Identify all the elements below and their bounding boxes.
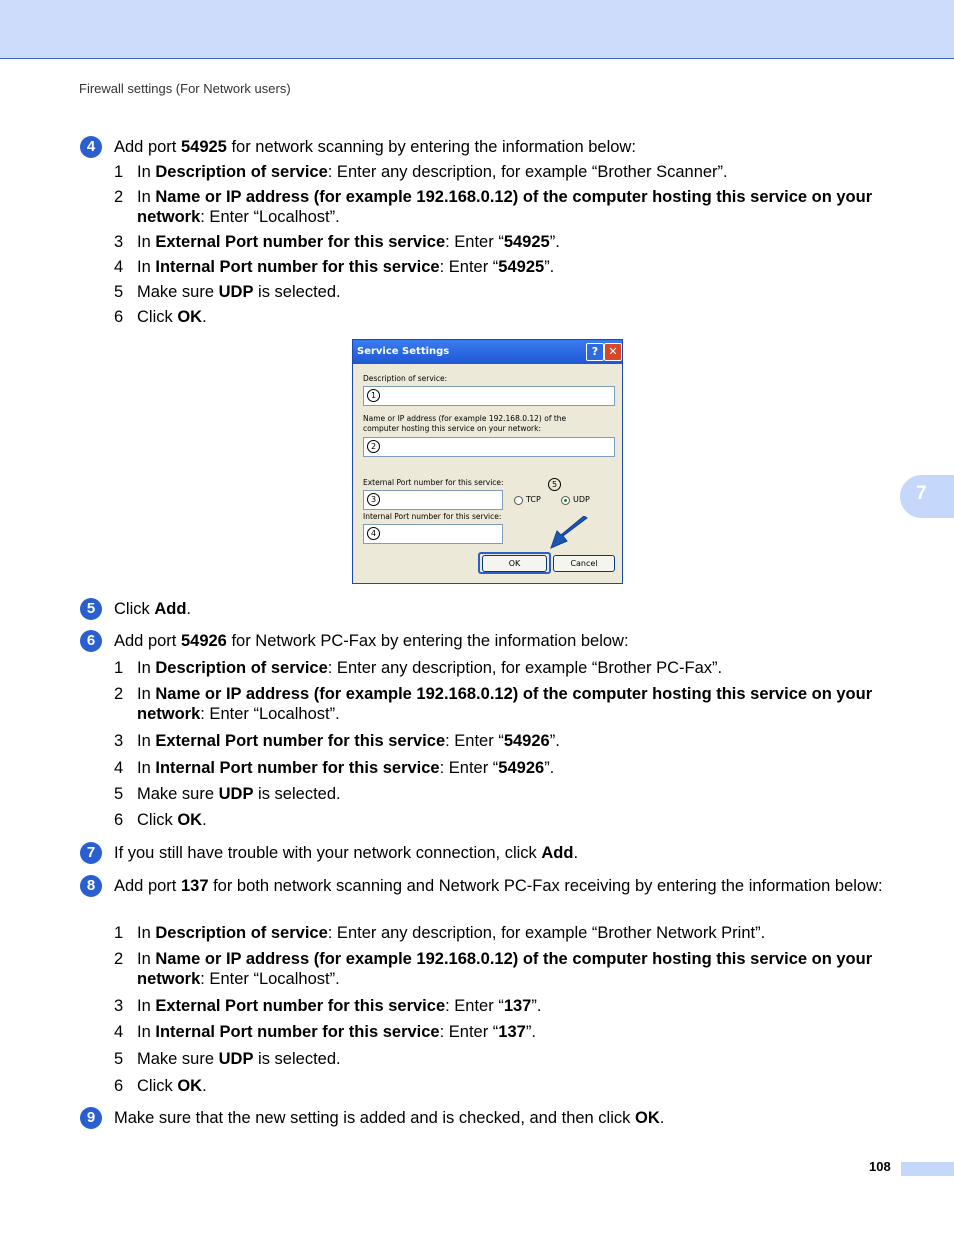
udp-radio[interactable]	[561, 496, 570, 505]
step-text: Add port 54925 for network scanning by entering the information below:	[114, 138, 636, 156]
step-text: Make sure that the new setting is added and is checked, and then click OK.	[114, 1109, 665, 1127]
name-label-line1: Name or IP address (for example 192.168.0.12) of the	[363, 414, 567, 423]
external-port-label: External Port number for this service:	[363, 478, 504, 487]
step-badge: 9	[80, 1107, 102, 1129]
page-number: 108	[869, 1159, 891, 1174]
arrow-icon	[549, 516, 589, 550]
service-settings-dialog	[352, 339, 623, 584]
step-badge: 4	[80, 136, 102, 158]
chapter-number: 7	[916, 483, 927, 504]
marker-3: 3	[367, 493, 380, 506]
tcp-radio[interactable]	[514, 496, 523, 505]
description-label: Description of service:	[363, 374, 448, 383]
section-header: Firewall settings (For Network users)	[79, 81, 291, 96]
step-badge: 8	[80, 875, 102, 897]
close-icon[interactable]: ✕	[604, 343, 622, 361]
page-number-bar	[901, 1162, 954, 1176]
dialog-title-bar	[353, 340, 622, 364]
step-badge: 5	[80, 598, 102, 620]
marker-5: 5	[548, 478, 561, 491]
step-text: If you still have trouble with your network connection, click Add.	[114, 844, 579, 862]
name-field[interactable]	[363, 437, 615, 457]
dialog-title: Service Settings	[357, 346, 450, 357]
marker-4: 4	[367, 527, 380, 540]
name-label-line2: computer hosting this service on your network:	[363, 424, 542, 433]
internal-port-field[interactable]	[363, 524, 503, 544]
ok-button[interactable]: OK	[482, 555, 547, 572]
marker-2: 2	[367, 440, 380, 453]
step-text: Click Add.	[114, 600, 192, 618]
step-badge: 6	[80, 630, 102, 652]
marker-1: 1	[367, 389, 380, 402]
description-field[interactable]	[363, 386, 615, 406]
internal-port-label: Internal Port number for this service:	[363, 512, 502, 521]
tcp-label: TCP	[526, 495, 541, 504]
step-text: Add port 54926 for Network PC-Fax by entering the information below:	[114, 632, 629, 650]
step-badge: 7	[80, 842, 102, 864]
external-port-field[interactable]	[363, 490, 503, 510]
step-text: Add port 137 for both network scanning and Network PC-Fax receiving by entering the information below:	[114, 877, 883, 895]
help-icon[interactable]: ?	[586, 343, 604, 361]
cancel-button[interactable]: Cancel	[553, 555, 615, 572]
chapter-tab	[900, 475, 954, 518]
header-band	[0, 0, 954, 59]
udp-label: UDP	[573, 495, 590, 504]
